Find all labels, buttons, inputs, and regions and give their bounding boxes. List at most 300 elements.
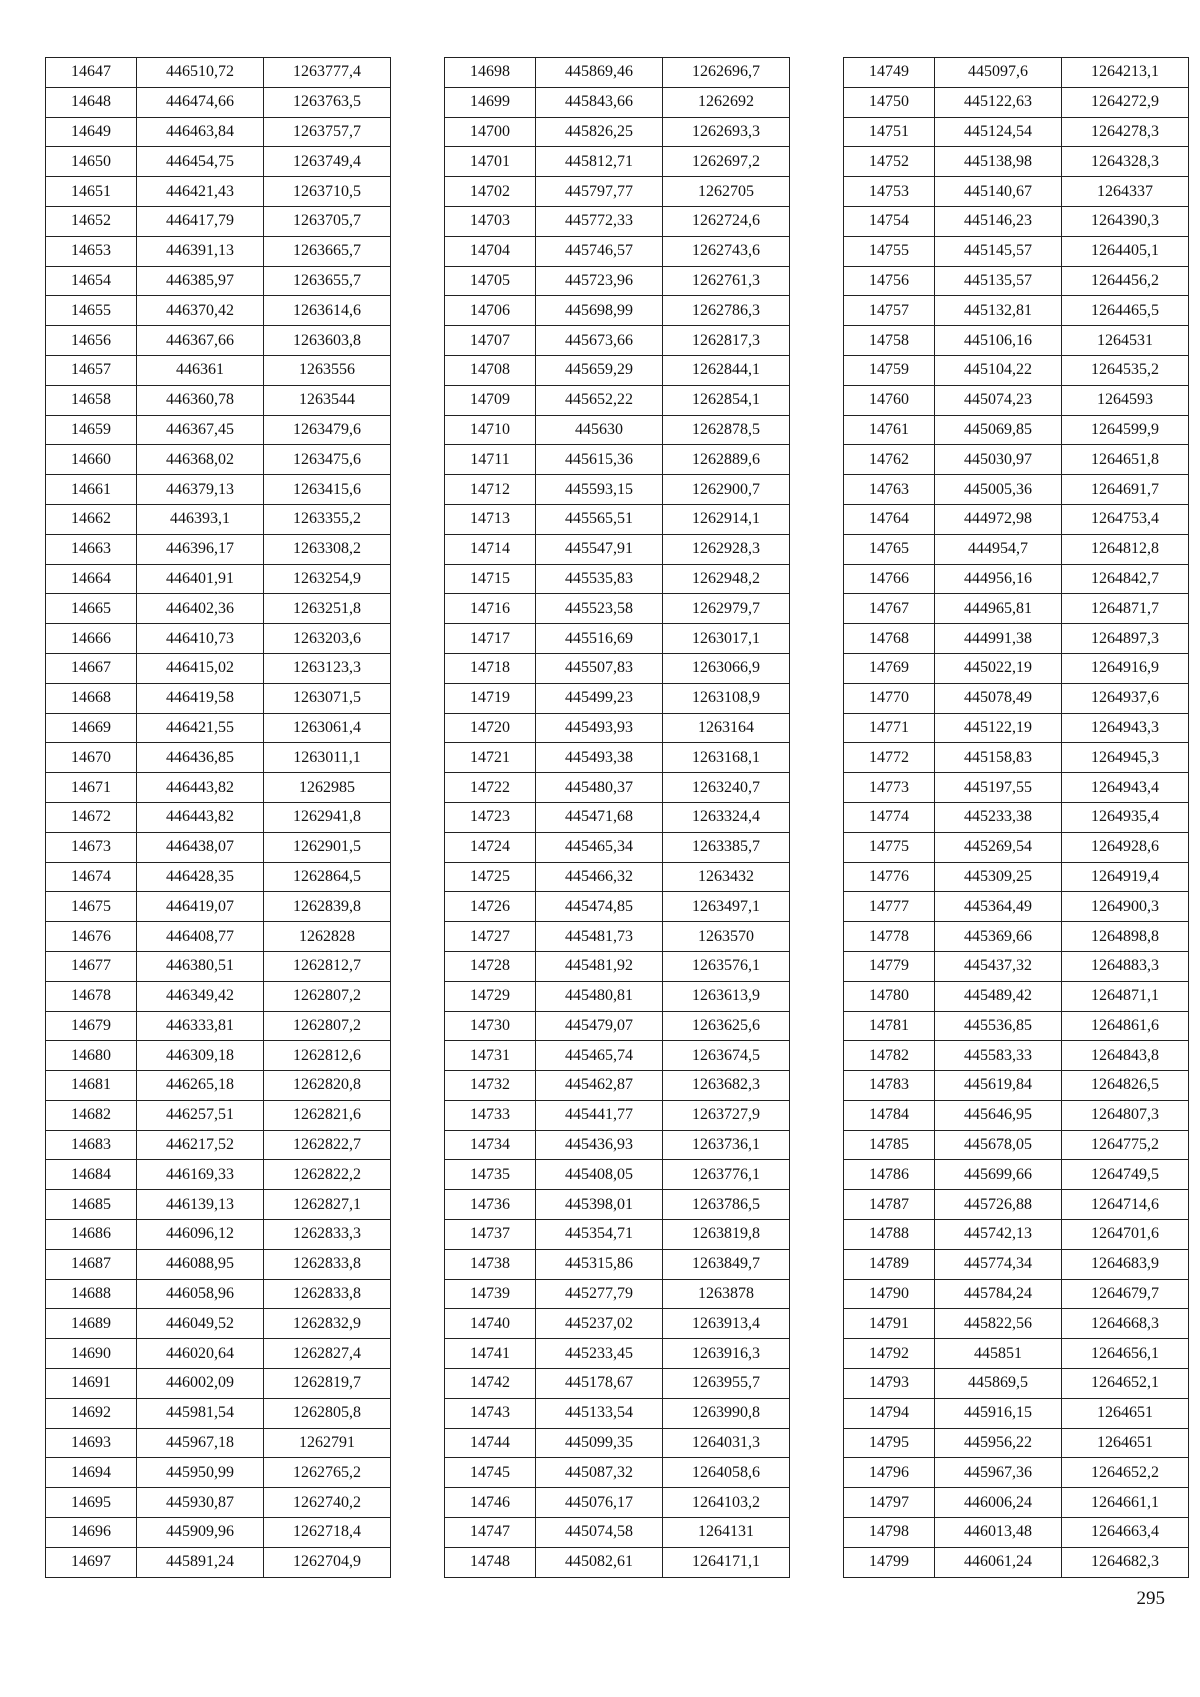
y-coordinate-cell: 1263682,3 — [663, 1071, 790, 1101]
table-row — [844, 177, 1189, 207]
y-coordinate-cell: 1262901,5 — [264, 832, 391, 862]
y-coordinate-cell: 1263324,4 — [663, 802, 790, 832]
x-coordinate-cell: 445698,99 — [536, 296, 663, 326]
table-row — [46, 1547, 391, 1577]
table-row — [844, 206, 1189, 236]
point-id-cell: 14699 — [445, 87, 536, 117]
table-row — [46, 58, 391, 88]
point-id-cell: 14779 — [844, 951, 935, 981]
y-coordinate-cell: 1264651 — [1062, 1428, 1189, 1458]
table-row — [445, 326, 790, 356]
table-row — [844, 504, 1189, 534]
x-coordinate-cell: 445082,61 — [536, 1547, 663, 1577]
x-coordinate-cell: 445593,15 — [536, 475, 663, 505]
y-coordinate-cell: 1263625,6 — [663, 1011, 790, 1041]
y-coordinate-cell: 1264937,6 — [1062, 683, 1189, 713]
point-id-cell: 14648 — [46, 87, 137, 117]
point-id-cell: 14741 — [445, 1339, 536, 1369]
y-coordinate-cell: 1263786,5 — [663, 1190, 790, 1220]
y-coordinate-cell: 1263913,4 — [663, 1309, 790, 1339]
x-coordinate-cell: 445565,51 — [536, 504, 663, 534]
y-coordinate-cell: 1264897,3 — [1062, 624, 1189, 654]
point-id-cell: 14684 — [46, 1160, 137, 1190]
point-id-cell: 14707 — [445, 326, 536, 356]
table-row — [844, 147, 1189, 177]
y-coordinate-cell: 1264328,3 — [1062, 147, 1189, 177]
table-row — [844, 475, 1189, 505]
y-coordinate-cell: 1264278,3 — [1062, 117, 1189, 147]
y-coordinate-cell: 1264213,1 — [1062, 58, 1189, 88]
table-row — [445, 117, 790, 147]
point-id-cell: 14647 — [46, 58, 137, 88]
point-id-cell: 14717 — [445, 624, 536, 654]
y-coordinate-cell: 1263705,7 — [264, 206, 391, 236]
point-id-cell: 14678 — [46, 981, 137, 1011]
table-row — [445, 87, 790, 117]
table-row — [46, 1279, 391, 1309]
y-coordinate-cell: 1264916,9 — [1062, 653, 1189, 683]
table-row — [844, 1279, 1189, 1309]
y-coordinate-cell: 1263613,9 — [663, 981, 790, 1011]
x-coordinate-cell: 445237,02 — [536, 1309, 663, 1339]
y-coordinate-cell: 1264812,8 — [1062, 534, 1189, 564]
point-id-cell: 14720 — [445, 713, 536, 743]
x-coordinate-cell: 445106,16 — [935, 326, 1062, 356]
x-coordinate-cell: 445398,01 — [536, 1190, 663, 1220]
x-coordinate-cell: 445122,63 — [935, 87, 1062, 117]
x-coordinate-cell: 446379,13 — [137, 475, 264, 505]
x-coordinate-cell: 444965,81 — [935, 594, 1062, 624]
table-row — [445, 862, 790, 892]
point-id-cell: 14714 — [445, 534, 536, 564]
point-id-cell: 14795 — [844, 1428, 935, 1458]
point-id-cell: 14774 — [844, 802, 935, 832]
table-row — [46, 1488, 391, 1518]
point-id-cell: 14675 — [46, 892, 137, 922]
point-id-cell: 14796 — [844, 1458, 935, 1488]
point-id-cell: 14674 — [46, 862, 137, 892]
x-coordinate-cell: 445480,37 — [536, 773, 663, 803]
point-id-cell: 14781 — [844, 1011, 935, 1041]
table-row — [844, 1458, 1189, 1488]
table-row — [445, 385, 790, 415]
table-row — [46, 922, 391, 952]
table-row — [445, 266, 790, 296]
point-id-cell: 14698 — [445, 58, 536, 88]
point-id-cell: 14655 — [46, 296, 137, 326]
y-coordinate-cell: 1262839,8 — [264, 892, 391, 922]
point-id-cell: 14782 — [844, 1041, 935, 1071]
point-id-cell: 14677 — [46, 951, 137, 981]
x-coordinate-cell: 445076,17 — [536, 1488, 663, 1518]
point-id-cell: 14701 — [445, 147, 536, 177]
point-id-cell: 14660 — [46, 445, 137, 475]
x-coordinate-cell: 446438,07 — [137, 832, 264, 862]
x-coordinate-cell: 445178,67 — [536, 1369, 663, 1399]
point-id-cell: 14742 — [445, 1369, 536, 1399]
table-row — [844, 117, 1189, 147]
y-coordinate-cell: 1263614,6 — [264, 296, 391, 326]
table-row — [445, 653, 790, 683]
x-coordinate-cell: 445774,34 — [935, 1249, 1062, 1279]
point-id-cell: 14747 — [445, 1518, 536, 1548]
x-coordinate-cell: 445956,22 — [935, 1428, 1062, 1458]
table-row — [445, 1398, 790, 1428]
y-coordinate-cell: 1263655,7 — [264, 266, 391, 296]
point-id-cell: 14759 — [844, 355, 935, 385]
x-coordinate-cell: 445479,07 — [536, 1011, 663, 1041]
x-coordinate-cell: 445124,54 — [935, 117, 1062, 147]
table-row — [844, 653, 1189, 683]
table-row — [844, 415, 1189, 445]
point-id-cell: 14766 — [844, 564, 935, 594]
x-coordinate-cell: 445354,71 — [536, 1220, 663, 1250]
y-coordinate-cell: 1263878 — [663, 1279, 790, 1309]
point-id-cell: 14725 — [445, 862, 536, 892]
point-id-cell: 14708 — [445, 355, 536, 385]
y-coordinate-cell: 1262928,3 — [663, 534, 790, 564]
x-coordinate-cell: 445615,36 — [536, 445, 663, 475]
y-coordinate-cell: 1264663,4 — [1062, 1518, 1189, 1548]
table-row — [445, 1011, 790, 1041]
x-coordinate-cell: 445678,05 — [935, 1130, 1062, 1160]
y-coordinate-cell: 1264753,4 — [1062, 504, 1189, 534]
x-coordinate-cell: 445826,25 — [536, 117, 663, 147]
point-id-cell: 14767 — [844, 594, 935, 624]
table-row — [46, 147, 391, 177]
y-coordinate-cell: 1263254,9 — [264, 564, 391, 594]
x-coordinate-cell: 446396,17 — [137, 534, 264, 564]
y-coordinate-cell: 1262819,7 — [264, 1369, 391, 1399]
x-coordinate-cell: 445723,96 — [536, 266, 663, 296]
x-coordinate-cell: 445481,92 — [536, 951, 663, 981]
point-id-cell: 14715 — [445, 564, 536, 594]
point-id-cell: 14694 — [46, 1458, 137, 1488]
y-coordinate-cell: 1263432 — [663, 862, 790, 892]
point-id-cell: 14705 — [445, 266, 536, 296]
table-row — [445, 624, 790, 654]
x-coordinate-cell: 446417,79 — [137, 206, 264, 236]
table-row — [844, 236, 1189, 266]
y-coordinate-cell: 1262878,5 — [663, 415, 790, 445]
x-coordinate-cell: 445364,49 — [935, 892, 1062, 922]
y-coordinate-cell: 1262807,2 — [264, 981, 391, 1011]
y-coordinate-cell: 1263674,5 — [663, 1041, 790, 1071]
x-coordinate-cell: 445465,34 — [536, 832, 663, 862]
x-coordinate-cell: 446436,85 — [137, 743, 264, 773]
x-coordinate-cell: 446349,42 — [137, 981, 264, 1011]
table-row — [445, 355, 790, 385]
x-coordinate-cell: 445536,85 — [935, 1011, 1062, 1041]
table-row — [46, 1249, 391, 1279]
y-coordinate-cell: 1264405,1 — [1062, 236, 1189, 266]
table-row — [46, 743, 391, 773]
point-id-cell: 14756 — [844, 266, 935, 296]
table-row — [445, 296, 790, 326]
y-coordinate-cell: 1264807,3 — [1062, 1100, 1189, 1130]
point-id-cell: 14792 — [844, 1339, 935, 1369]
point-id-cell: 14688 — [46, 1279, 137, 1309]
x-coordinate-cell: 445499,23 — [536, 683, 663, 713]
table-row — [445, 1190, 790, 1220]
y-coordinate-cell: 1263475,6 — [264, 445, 391, 475]
x-coordinate-cell: 446013,48 — [935, 1518, 1062, 1548]
y-coordinate-cell: 1263066,9 — [663, 653, 790, 683]
x-coordinate-cell: 445480,81 — [536, 981, 663, 1011]
point-id-cell: 14704 — [445, 236, 536, 266]
table-row — [844, 385, 1189, 415]
table-row — [844, 1249, 1189, 1279]
x-coordinate-cell: 446088,95 — [137, 1249, 264, 1279]
y-coordinate-cell: 1262948,2 — [663, 564, 790, 594]
point-id-cell: 14693 — [46, 1428, 137, 1458]
point-id-cell: 14769 — [844, 653, 935, 683]
table-row — [46, 653, 391, 683]
y-coordinate-cell: 1263570 — [663, 922, 790, 952]
x-coordinate-cell: 445583,33 — [935, 1041, 1062, 1071]
x-coordinate-cell: 445233,45 — [536, 1339, 663, 1369]
x-coordinate-cell: 445619,84 — [935, 1071, 1062, 1101]
table-row — [445, 236, 790, 266]
point-id-cell: 14799 — [844, 1547, 935, 1577]
x-coordinate-cell: 445726,88 — [935, 1190, 1062, 1220]
y-coordinate-cell: 1264103,2 — [663, 1488, 790, 1518]
x-coordinate-cell: 446217,52 — [137, 1130, 264, 1160]
y-coordinate-cell: 1262791 — [264, 1428, 391, 1458]
table-row — [46, 1518, 391, 1548]
x-coordinate-cell: 446257,51 — [137, 1100, 264, 1130]
table-row — [445, 445, 790, 475]
y-coordinate-cell: 1264668,3 — [1062, 1309, 1189, 1339]
point-id-cell: 14793 — [844, 1369, 935, 1399]
y-coordinate-cell: 1264652,1 — [1062, 1369, 1189, 1399]
point-id-cell: 14679 — [46, 1011, 137, 1041]
x-coordinate-cell: 445133,54 — [536, 1398, 663, 1428]
point-id-cell: 14739 — [445, 1279, 536, 1309]
y-coordinate-cell: 1263776,1 — [663, 1160, 790, 1190]
x-coordinate-cell: 446510,72 — [137, 58, 264, 88]
table-row — [46, 1369, 391, 1399]
point-id-cell: 14771 — [844, 713, 935, 743]
point-id-cell: 14718 — [445, 653, 536, 683]
x-coordinate-cell: 446333,81 — [137, 1011, 264, 1041]
y-coordinate-cell: 1264272,9 — [1062, 87, 1189, 117]
point-id-cell: 14673 — [46, 832, 137, 862]
table-row — [445, 892, 790, 922]
y-coordinate-cell: 1263556 — [264, 355, 391, 385]
y-coordinate-cell: 1264031,3 — [663, 1428, 790, 1458]
y-coordinate-cell: 1262985 — [264, 773, 391, 803]
y-coordinate-cell: 1262786,3 — [663, 296, 790, 326]
y-coordinate-cell: 1263710,5 — [264, 177, 391, 207]
y-coordinate-cell: 1263990,8 — [663, 1398, 790, 1428]
x-coordinate-cell: 445309,25 — [935, 862, 1062, 892]
x-coordinate-cell: 445030,97 — [935, 445, 1062, 475]
x-coordinate-cell: 445950,99 — [137, 1458, 264, 1488]
table-row — [46, 266, 391, 296]
x-coordinate-cell: 446385,97 — [137, 266, 264, 296]
x-coordinate-cell: 446419,58 — [137, 683, 264, 713]
table-row — [46, 326, 391, 356]
table-row — [445, 564, 790, 594]
table-row — [445, 594, 790, 624]
y-coordinate-cell: 1264651,8 — [1062, 445, 1189, 475]
point-id-cell: 14657 — [46, 355, 137, 385]
point-id-cell: 14744 — [445, 1428, 536, 1458]
x-coordinate-cell: 446002,09 — [137, 1369, 264, 1399]
point-id-cell: 14770 — [844, 683, 935, 713]
y-coordinate-cell: 1263849,7 — [663, 1249, 790, 1279]
table-row — [844, 862, 1189, 892]
table-row — [46, 206, 391, 236]
table-row — [46, 1011, 391, 1041]
y-coordinate-cell: 1262900,7 — [663, 475, 790, 505]
table-row — [844, 326, 1189, 356]
table-row — [844, 594, 1189, 624]
y-coordinate-cell: 1264898,8 — [1062, 922, 1189, 952]
y-coordinate-cell: 1264465,5 — [1062, 296, 1189, 326]
point-id-cell: 14719 — [445, 683, 536, 713]
x-coordinate-cell: 445797,77 — [536, 177, 663, 207]
x-coordinate-cell: 445005,36 — [935, 475, 1062, 505]
point-id-cell: 14671 — [46, 773, 137, 803]
point-id-cell: 14685 — [46, 1190, 137, 1220]
y-coordinate-cell: 1264883,3 — [1062, 951, 1189, 981]
y-coordinate-cell: 1264390,3 — [1062, 206, 1189, 236]
point-id-cell: 14728 — [445, 951, 536, 981]
x-coordinate-cell: 445138,98 — [935, 147, 1062, 177]
point-id-cell: 14727 — [445, 922, 536, 952]
point-id-cell: 14733 — [445, 1100, 536, 1130]
table-row — [46, 1220, 391, 1250]
x-coordinate-cell: 446393,1 — [137, 504, 264, 534]
table-row — [844, 1518, 1189, 1548]
table-row — [445, 1428, 790, 1458]
table-row — [445, 951, 790, 981]
point-id-cell: 14656 — [46, 326, 137, 356]
point-id-cell: 14663 — [46, 534, 137, 564]
x-coordinate-cell: 445822,56 — [935, 1309, 1062, 1339]
y-coordinate-cell: 1264535,2 — [1062, 355, 1189, 385]
table-row — [844, 1339, 1189, 1369]
table-row — [46, 624, 391, 654]
point-id-cell: 14722 — [445, 773, 536, 803]
table-row — [844, 713, 1189, 743]
x-coordinate-cell: 446368,02 — [137, 445, 264, 475]
point-id-cell: 14692 — [46, 1398, 137, 1428]
point-id-cell: 14680 — [46, 1041, 137, 1071]
table-row — [46, 1398, 391, 1428]
x-coordinate-cell: 445158,83 — [935, 743, 1062, 773]
point-id-cell: 14738 — [445, 1249, 536, 1279]
point-id-cell: 14765 — [844, 534, 935, 564]
x-coordinate-cell: 446419,07 — [137, 892, 264, 922]
point-id-cell: 14681 — [46, 1071, 137, 1101]
y-coordinate-cell: 1264682,3 — [1062, 1547, 1189, 1577]
y-coordinate-cell: 1263415,6 — [264, 475, 391, 505]
point-id-cell: 14664 — [46, 564, 137, 594]
table-row — [46, 564, 391, 594]
table-row — [445, 1339, 790, 1369]
x-coordinate-cell: 445869,46 — [536, 58, 663, 88]
point-id-cell: 14713 — [445, 504, 536, 534]
y-coordinate-cell: 1262812,6 — [264, 1041, 391, 1071]
y-coordinate-cell: 1262696,7 — [663, 58, 790, 88]
point-id-cell: 14662 — [46, 504, 137, 534]
y-coordinate-cell: 1263777,4 — [264, 58, 391, 88]
table-row — [445, 1071, 790, 1101]
x-coordinate-cell: 446139,13 — [137, 1190, 264, 1220]
x-coordinate-cell: 446421,43 — [137, 177, 264, 207]
point-id-cell: 14676 — [46, 922, 137, 952]
point-id-cell: 14712 — [445, 475, 536, 505]
table-row — [46, 773, 391, 803]
table-row — [844, 1100, 1189, 1130]
table-row — [46, 1309, 391, 1339]
point-id-cell: 14651 — [46, 177, 137, 207]
point-id-cell: 14791 — [844, 1309, 935, 1339]
y-coordinate-cell: 1262704,9 — [264, 1547, 391, 1577]
x-coordinate-cell: 445772,33 — [536, 206, 663, 236]
x-coordinate-cell: 445652,22 — [536, 385, 663, 415]
y-coordinate-cell: 1262761,3 — [663, 266, 790, 296]
table-row — [844, 1130, 1189, 1160]
table-row — [46, 1041, 391, 1071]
y-coordinate-cell: 1264456,2 — [1062, 266, 1189, 296]
point-id-cell: 14732 — [445, 1071, 536, 1101]
point-id-cell: 14768 — [844, 624, 935, 654]
table-row — [844, 266, 1189, 296]
x-coordinate-cell: 445659,29 — [536, 355, 663, 385]
point-id-cell: 14687 — [46, 1249, 137, 1279]
y-coordinate-cell: 1262833,8 — [264, 1279, 391, 1309]
y-coordinate-cell: 1262864,5 — [264, 862, 391, 892]
point-id-cell: 14764 — [844, 504, 935, 534]
point-id-cell: 14686 — [46, 1220, 137, 1250]
x-coordinate-cell: 445673,66 — [536, 326, 663, 356]
table-row — [46, 117, 391, 147]
table-row — [445, 1458, 790, 1488]
point-id-cell: 14758 — [844, 326, 935, 356]
point-id-cell: 14658 — [46, 385, 137, 415]
y-coordinate-cell: 1263071,5 — [264, 683, 391, 713]
table-row — [445, 1100, 790, 1130]
x-coordinate-cell: 445269,54 — [935, 832, 1062, 862]
y-coordinate-cell: 1262812,7 — [264, 951, 391, 981]
y-coordinate-cell: 1262914,1 — [663, 504, 790, 534]
y-coordinate-cell: 1263819,8 — [663, 1220, 790, 1250]
y-coordinate-cell: 1264656,1 — [1062, 1339, 1189, 1369]
table-row — [46, 87, 391, 117]
x-coordinate-cell: 445122,19 — [935, 713, 1062, 743]
y-coordinate-cell: 1262822,7 — [264, 1130, 391, 1160]
x-coordinate-cell: 445146,23 — [935, 206, 1062, 236]
point-id-cell: 14709 — [445, 385, 536, 415]
table-row — [46, 862, 391, 892]
point-id-cell: 14794 — [844, 1398, 935, 1428]
table-row — [445, 534, 790, 564]
point-id-cell: 14753 — [844, 177, 935, 207]
table-row — [445, 1249, 790, 1279]
point-id-cell: 14760 — [844, 385, 935, 415]
x-coordinate-cell: 445535,83 — [536, 564, 663, 594]
y-coordinate-cell: 1263603,8 — [264, 326, 391, 356]
point-id-cell: 14668 — [46, 683, 137, 713]
table-row — [844, 534, 1189, 564]
point-id-cell: 14749 — [844, 58, 935, 88]
table-row — [46, 713, 391, 743]
y-coordinate-cell: 1263736,1 — [663, 1130, 790, 1160]
